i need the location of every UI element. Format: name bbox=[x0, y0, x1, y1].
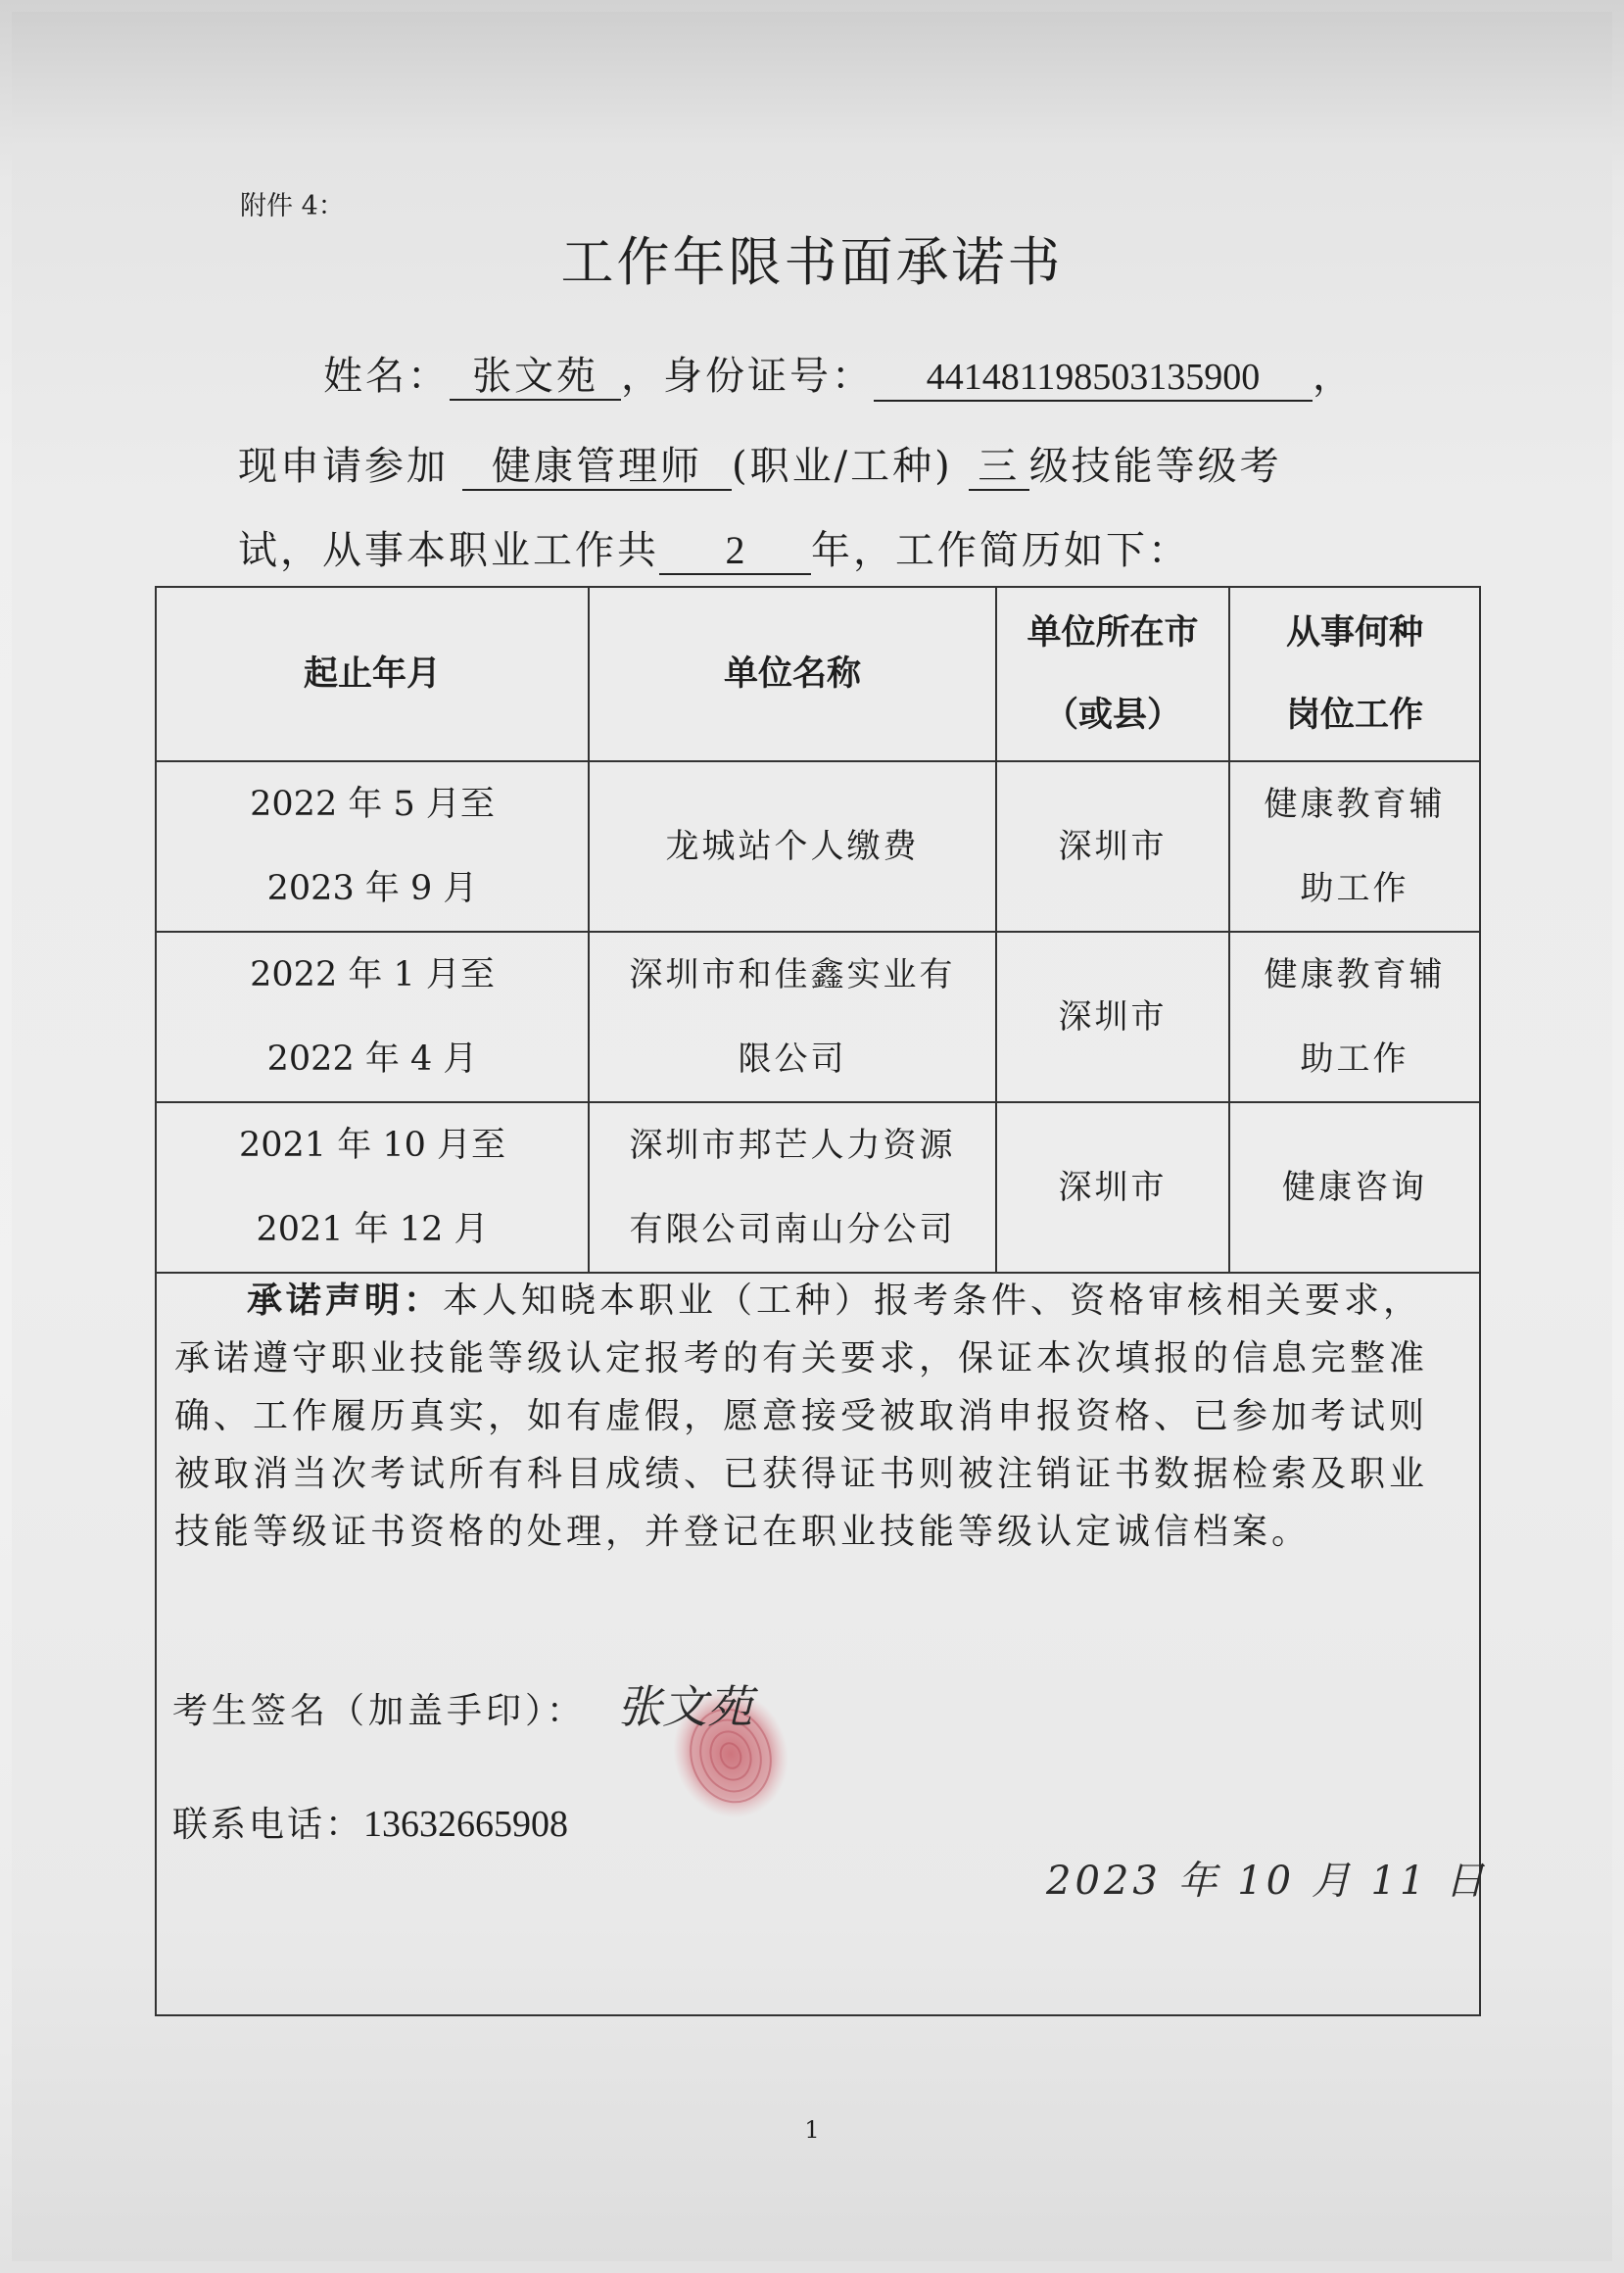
row3-employer-line1: 深圳市邦芒人力资源 bbox=[629, 1126, 956, 1165]
row2-period bbox=[157, 933, 588, 1101]
occupation-suffix: (职业/工种) bbox=[732, 444, 953, 489]
occupation-line bbox=[238, 435, 1282, 491]
header-city-line1: 单位所在市 bbox=[1027, 613, 1199, 653]
years-suffix: 年，工作简历如下： bbox=[811, 528, 1190, 573]
row2-period-end: 2022 年 4 月 bbox=[266, 1040, 478, 1079]
page-number: 1 bbox=[804, 2116, 820, 2144]
header-employer: 单位名称 bbox=[723, 654, 861, 694]
row2-role bbox=[1230, 933, 1479, 1101]
row1-employer bbox=[590, 762, 995, 931]
name-line bbox=[323, 345, 1355, 402]
apply-prefix: 现申请参加 bbox=[238, 444, 449, 489]
pledge-text: 本人知晓本职业（工种）报考条件、资格审核相关要求，承诺遵守职业技能等级认定报考的有关要求，保证本次填报的信息完整准确、工作履历真实，如有虚假，愿意接受被取消申报资格、已参加考试则被取消当次考试所有科目成绩、已获得证书则被注销证书数据检索及职业技能等级证书资格的处理，并登记在职业技能等级认定诚信档案。 bbox=[174, 1281, 1429, 1552]
years-value: 2 bbox=[659, 528, 811, 575]
row2-role-line1: 健康教育辅 bbox=[1264, 955, 1446, 994]
row2-employer bbox=[590, 933, 995, 1101]
row3-employer-line2: 有限公司南山分公司 bbox=[629, 1210, 956, 1249]
years-line bbox=[238, 519, 1190, 575]
row1-period-end: 2023 年 9 月 bbox=[266, 869, 478, 908]
phone-label: 联系电话： bbox=[172, 1805, 364, 1845]
row3-period-start: 2021 年 10 月至 bbox=[239, 1126, 505, 1165]
row3-city: 深圳市 bbox=[1058, 1168, 1168, 1207]
id-number-value: 441481198503135900 bbox=[874, 357, 1313, 402]
row3-employer bbox=[590, 1103, 995, 1272]
row3-period-end: 2021 年 12 月 bbox=[256, 1210, 489, 1249]
row1-city: 深圳市 bbox=[1058, 827, 1168, 866]
attachment-label: 附件 4： bbox=[240, 191, 345, 221]
occupation-value: 健康管理师 bbox=[462, 444, 732, 491]
row2-city: 深圳市 bbox=[1058, 997, 1168, 1037]
row3-role: 健康咨询 bbox=[1282, 1168, 1427, 1207]
row3-period bbox=[157, 1103, 588, 1272]
header-role bbox=[1230, 588, 1479, 760]
row1-role-line1: 健康教育辅 bbox=[1264, 785, 1446, 824]
signature-label: 考生签名（加盖手印）： bbox=[172, 1691, 587, 1731]
row1-role bbox=[1230, 762, 1479, 931]
row1-employer-line1: 龙城站个人缴费 bbox=[665, 827, 920, 866]
id-label: ，身份证号： bbox=[621, 354, 874, 399]
header-period: 起止年月 bbox=[303, 654, 441, 694]
header-city-line2: （或县） bbox=[1043, 696, 1181, 735]
years-prefix: 试，从事本职业工作共 bbox=[238, 528, 659, 573]
row2-employer-line2: 限公司 bbox=[738, 1040, 847, 1079]
name-label: 姓名： bbox=[323, 354, 450, 399]
header-role-line2: 岗位工作 bbox=[1285, 696, 1423, 735]
row1-period-start: 2022 年 5 月至 bbox=[250, 785, 495, 824]
level-suffix: 级技能等级考 bbox=[1028, 444, 1282, 489]
row1-period bbox=[157, 762, 588, 931]
signing-date: 2023 年 10 月 11 日 bbox=[1046, 1859, 1489, 1904]
pledge-heading: 承诺声明： bbox=[247, 1281, 444, 1321]
document-title: 工作年限书面承诺书 bbox=[560, 231, 1064, 293]
name-value: 张文苑 bbox=[450, 354, 621, 401]
row1-role-line2: 助工作 bbox=[1300, 869, 1409, 908]
phone-line bbox=[172, 1797, 568, 1847]
phone-value: 13632665908 bbox=[363, 1804, 569, 1845]
header-city bbox=[997, 588, 1228, 760]
level-value: 三 bbox=[969, 444, 1029, 491]
id-suffix: ， bbox=[1313, 354, 1355, 399]
pledge-statement bbox=[174, 1272, 1457, 1561]
row2-employer-line1: 深圳市和佳鑫实业有 bbox=[629, 955, 956, 994]
header-role-line1: 从事何种 bbox=[1285, 613, 1423, 653]
row2-role-line2: 助工作 bbox=[1300, 1040, 1409, 1079]
row2-period-start: 2022 年 1 月至 bbox=[250, 955, 495, 994]
signature-handwriting: 张文苑 bbox=[617, 1680, 752, 1733]
